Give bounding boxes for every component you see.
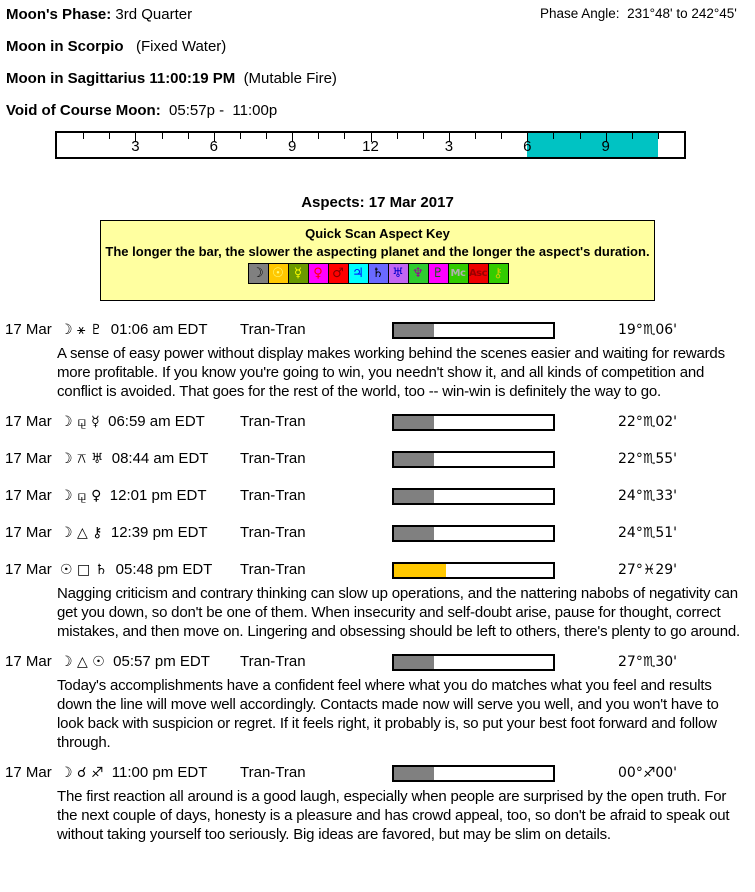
position-value: 24°♏33' [618,488,678,504]
aspect-lead [5,653,210,670]
duration-bar-fill [394,324,434,337]
hour-label: 12 [362,138,379,155]
position-value: 19°♏06' [618,322,678,338]
duration-bar-fill [394,767,434,780]
ascendant-key-icon: Asc [468,263,489,284]
aspect-time: 12:39 pm EDT [102,524,208,541]
duration-bar-fill [394,490,434,503]
duration-bar [392,488,555,505]
chiron-key-icon: ⚷ [488,263,509,284]
duration-bar [392,525,555,542]
quick-scan-aspect-key [100,220,655,301]
moon-ingress-line [6,70,337,87]
moon-sign-label: Moon in Scorpio [6,38,124,55]
aspect-row [0,764,755,784]
aspect-description: Today's accomplishments have a confident feel where what you do matches what you feel and results down the line will move well accordingly. Contacts made now will serve you well, and you won't have to look back with suspicion or regret. If it feels right, it probably is, so put your best foot forward and follow through. [57,677,719,751]
aspect-time: 01:06 am EDT [102,321,208,338]
aspect-date: 17 Mar [5,487,61,504]
sun-icon: ☉ [60,562,78,578]
aspect-time: 05:57 pm EDT [104,653,210,670]
aspect-key-subtitle: The longer the bar, the slower the aspecting planet and the longer the aspect's duration. [105,244,650,259]
hour-tick [266,133,267,139]
duration-bar [392,322,555,339]
aspect-date: 17 Mar [5,321,61,338]
moon-ingress-note: (Mutable Fire) [243,70,337,87]
aspect-lead [5,561,212,578]
void-of-course-value: 05:57p - 11:00p [169,102,278,119]
aspect-description: A sense of easy power without display makes working behind the scenes easier and waiting for rewards more profitable. If you know you're going to win, you needn't show it, and all kinds of competition and conflict is avoided. That goes for the rest of the world, too -- win-win is definitely the way to go. [57,345,725,400]
position-value: 22°♏55' [618,451,678,467]
position-value: 24°♏51' [618,525,678,541]
aspect-date: 17 Mar [5,561,61,578]
moon-icon: ☽ [60,414,78,430]
hour-tick [501,133,502,139]
duration-bar [392,654,555,671]
aspect-lead [5,413,205,430]
aspect-row [0,413,755,433]
position-value: 27°♓29' [618,562,678,578]
aspect-row [0,321,755,341]
mercury-key-icon: ☿ [288,263,309,284]
hour-tick [632,133,633,139]
moon-sign-line [6,38,226,55]
aspect-row [0,653,755,673]
aspect-key-title: Quick Scan Aspect Key [305,226,450,241]
aspect-description: The first reaction all around is a good laugh, especially when people are surprised by the open truth. For the next couple of days, honesty is a pleasure and has crowd appeal, too, so don't be afraid to speak out without taking yourself too seriously. Big ideas are favored, but may be slim on details. [57,788,730,843]
hour-tick [162,133,163,139]
trine-icon: △ [77,654,93,670]
void-of-course-label: Void of Course Moon: [6,102,161,119]
moons-phase-label: Moon's Phase: [6,6,112,23]
aspect-time: 11:00 pm EDT [103,764,208,781]
void-of-course-timeline [55,131,686,159]
position-value: 22°♏02' [618,414,678,430]
hour-tick [188,133,189,139]
chiron-icon: ⚷ [92,525,103,541]
neptune-key-icon: ♆ [408,263,429,284]
aspect-row [0,487,755,507]
duration-bar-fill [394,416,434,429]
aspect-lead [5,487,206,504]
hour-label: 9 [601,138,610,155]
pluto-key-icon: ♇ [428,263,449,284]
aspect-type: Tran-Tran [240,524,306,541]
aspect-lead [5,764,207,781]
duration-bar-fill [394,453,434,466]
hour-tick [580,133,581,139]
sagittarius-icon: ♐ [90,765,104,781]
duration-bar [392,414,555,431]
duration-bar [392,765,555,782]
aspect-date: 17 Mar [5,413,61,430]
aspect-row [0,450,755,470]
aspect-type: Tran-Tran [240,487,306,504]
hour-label: 9 [287,138,297,155]
aspect-lead [5,450,208,467]
midheaven-key-icon: Mc [448,263,469,284]
aspect-type: Tran-Tran [240,561,306,578]
saturn-key-icon: ♄ [368,263,389,284]
void-highlight [527,133,658,157]
hour-tick [397,133,398,139]
moons-phase-value: 3rd Quarter [115,6,193,23]
conjunction-icon: ☌ [77,765,91,781]
aspect-description: Nagging criticism and contrary thinking can slow up operations, and the nattering nabobs of negativity can get you down, so don't be one of them. When insecurity and self-doubt arise, pause for thought, correct mistakes, and then move on. Lingering and obsessing should be left to others, there's plenty to go around. [57,585,740,640]
moon-icon: ☽ [60,451,78,467]
trine-icon: △ [77,525,93,541]
hour-tick [553,133,554,139]
duration-bar-fill [394,656,434,669]
quincunx-icon: ⚻ [77,451,91,467]
moons-phase-line [6,6,192,23]
aspect-row [0,561,755,581]
aspect-time: 12:01 pm EDT [101,487,207,504]
hour-tick [423,133,424,139]
aspect-time: 08:44 am EDT [103,450,209,467]
aspects-title: Aspects: 17 Mar 2017 [301,194,454,211]
phase-angle: Phase Angle: 231°48' to 242°45' [540,6,737,21]
aspect-type: Tran-Tran [240,413,306,430]
aspect-list [0,316,755,844]
duration-bar-fill [394,564,446,577]
sesquiquadrate-icon: ⚼ [77,488,92,504]
aspect-type: Tran-Tran [240,653,306,670]
aspect-type: Tran-Tran [240,450,306,467]
position-value: 00°♐00' [618,765,678,781]
moon-icon: ☽ [60,322,78,338]
aspect-time: 05:48 pm EDT [107,561,213,578]
aspect-date: 17 Mar [5,653,61,670]
moon-ingress-label: Moon in Sagittarius 11:00:19 PM [6,70,236,87]
hour-label: 3 [444,138,454,155]
aspect-time: 06:59 am EDT [99,413,205,430]
moon-sign-note: (Fixed Water) [136,38,227,55]
mars-key-icon: ♂ [328,263,349,284]
sesquiquadrate-icon: ⚼ [77,414,92,430]
hour-label: 3 [131,138,140,155]
square-icon: □ [77,562,95,578]
venus-key-icon: ♀ [308,263,329,284]
aspect-date: 17 Mar [5,450,61,467]
hour-label: 6 [523,138,532,155]
pluto-icon: ♇ [89,322,103,338]
hour-tick [109,133,110,139]
hour-tick [344,133,345,139]
void-of-course-line [6,102,277,119]
aspect-row [0,524,755,544]
duration-bar [392,562,555,579]
hour-tick [240,133,241,139]
aspect-lead [5,524,208,541]
aspect-date: 17 Mar [5,764,61,781]
hour-tick [318,133,319,139]
moon-icon: ☽ [60,654,78,670]
jupiter-key-icon: ♃ [348,263,369,284]
sextile-icon: ⚹ [77,322,90,338]
duration-bar-fill [394,527,434,540]
saturn-icon: ♄ [94,562,108,578]
hour-tick [83,133,84,139]
moon-icon: ☽ [60,488,78,504]
sun-key-icon: ☉ [268,263,289,284]
uranus-icon: ♅ [90,451,104,467]
hour-tick [475,133,476,139]
aspect-type: Tran-Tran [240,321,306,338]
aspect-lead [5,321,208,338]
moon-icon: ☽ [60,525,78,541]
duration-bar [392,451,555,468]
hour-label: 6 [209,138,218,155]
aspect-date: 17 Mar [5,524,61,541]
moon-key-icon: ☽ [248,263,269,284]
planet-color-key-row [101,263,654,284]
aspect-type: Tran-Tran [240,764,306,781]
sun-icon: ☉ [92,654,105,670]
hour-tick [658,133,659,139]
venus-icon: ♀ [91,488,102,504]
moon-icon: ☽ [60,765,78,781]
mercury-icon: ☿ [91,414,100,430]
uranus-key-icon: ♅ [388,263,409,284]
position-value: 27°♏30' [618,654,678,670]
